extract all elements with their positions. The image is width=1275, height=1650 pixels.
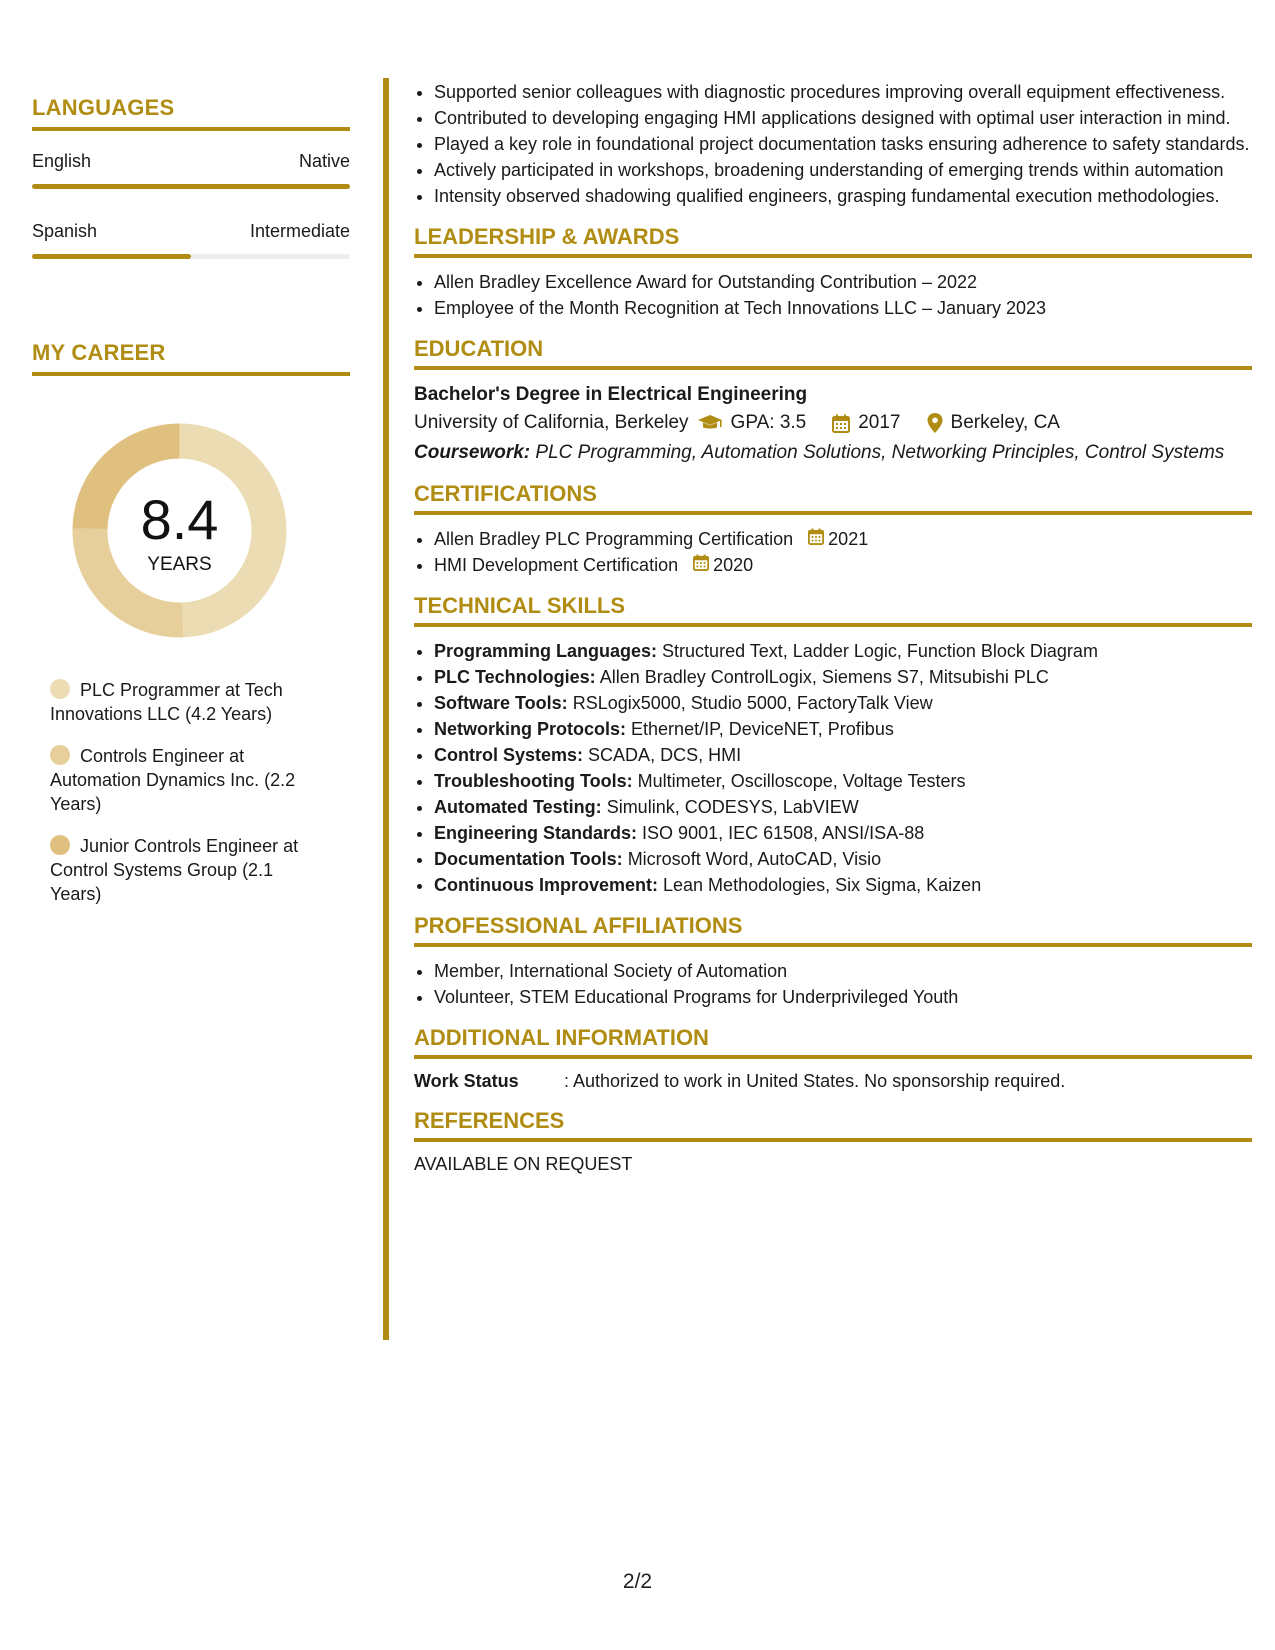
legend-item (50, 678, 325, 726)
list-item (434, 691, 1252, 715)
skill-label: Networking Protocols: (434, 719, 627, 739)
section-title: TECHNICAL SKILLS (414, 593, 1252, 627)
section-title: CERTIFICATIONS (414, 481, 1252, 515)
languages-section (32, 95, 350, 259)
certifications-section (414, 481, 1252, 577)
language-item (32, 221, 350, 259)
education-section (414, 336, 1252, 465)
leadership-section (414, 224, 1252, 320)
legend-dot (50, 835, 70, 855)
list-item: • Supported senior colleagues with diagnostic procedures improving overall equipment effectiveness. (434, 80, 1252, 104)
list-item: • Volunteer, STEM Educational Programs for Underprivileged Youth (434, 985, 1252, 1009)
list-item (434, 639, 1252, 663)
list-item (434, 553, 1252, 577)
section-title: EDUCATION (414, 336, 1252, 370)
skills-section (414, 593, 1252, 897)
skill-label: Automated Testing: (434, 797, 602, 817)
skill-value: Multimeter, Oscilloscope, Voltage Testers (637, 771, 966, 791)
location-pin-icon (927, 413, 943, 433)
skill-value: Simulink, CODESYS, LabVIEW (606, 797, 859, 817)
list-item: • Actively participated in workshops, broadening understanding of emerging trends within automation (434, 158, 1252, 182)
section-title: PROFESSIONAL AFFILIATIONS (414, 913, 1252, 947)
certification-name: HMI Development Certification (434, 555, 679, 575)
skill-value: ISO 9001, IEC 61508, ANSI/ISA-88 (642, 823, 925, 843)
skill-label: PLC Technologies: (434, 667, 596, 687)
affiliations-section (414, 913, 1252, 1009)
list-item: • Played a key role in foundational project documentation tasks ensuring adherence to safety standards. (434, 132, 1252, 156)
graduation-year: 2017 (858, 412, 901, 433)
coursework (414, 440, 1252, 465)
list-item: • Employee of the Month Recognition at Tech Innovations LLC – January 2023 (434, 296, 1252, 320)
skill-value: Structured Text, Ladder Logic, Function Block Diagram (662, 641, 1098, 661)
career-title: MY CAREER (32, 340, 350, 376)
column-divider (383, 78, 389, 1340)
legend-label: PLC Programmer at Tech Innovations LLC (4.2 Years) (50, 680, 283, 724)
skill-label: Programming Languages: (434, 641, 658, 661)
certification-name: Allen Bradley PLC Programming Certification (434, 529, 794, 549)
list-item: • Intensity observed shadowing qualified engineers, grasping fundamental execution methodologies. (434, 184, 1252, 208)
references-text: AVAILABLE ON REQUEST (414, 1154, 633, 1174)
certification-year: 2020 (713, 555, 754, 575)
work-status-row (414, 1071, 1252, 1092)
calendar-icon (693, 553, 709, 577)
legend-label: Junior Controls Engineer at Control Systems Group (2.1 Years) (50, 836, 299, 904)
career-donut-chart (67, 418, 292, 643)
section-title: LEADERSHIP & AWARDS (414, 224, 1252, 258)
legend-item (50, 744, 325, 816)
skill-label: Engineering Standards: (434, 823, 638, 843)
skill-value: SCADA, DCS, HMI (588, 745, 742, 765)
list-item (434, 717, 1252, 741)
location: Berkeley, CA (950, 412, 1060, 433)
skill-value: Lean Methodologies, Six Sigma, Kaizen (663, 875, 982, 895)
calendar-icon (832, 414, 850, 433)
work-status-key: Work Status (414, 1071, 519, 1091)
section-title: ADDITIONAL INFORMATION (414, 1025, 1252, 1059)
skill-label: Control Systems: (434, 745, 584, 765)
legend-label: Controls Engineer at Automation Dynamics Inc. (2.2 Years) (50, 746, 296, 814)
skill-value: Ethernet/IP, DeviceNET, Profibus (631, 719, 894, 739)
skill-value: Microsoft Word, AutoCAD, Visio (627, 849, 882, 869)
skill-value: Allen Bradley ControlLogix, Siemens S7, Mitsubishi PLC (599, 667, 1049, 687)
language-level: Intermediate (249, 221, 350, 241)
additional-section (414, 1025, 1252, 1092)
list-item (434, 795, 1252, 819)
school: University of California, Berkeley (414, 412, 689, 433)
education-meta (414, 408, 1252, 438)
skill-value: RSLogix5000, Studio 5000, FactoryTalk View (572, 693, 933, 713)
gpa: GPA: 3.5 (730, 412, 807, 433)
list-item (434, 847, 1252, 871)
list-item: • Member, International Society of Automation (434, 959, 1252, 983)
list-item: • Allen Bradley Excellence Award for Outstanding Contribution – 2022 (434, 270, 1252, 294)
list-item (434, 743, 1252, 767)
legend-item (50, 834, 325, 906)
list-item (434, 665, 1252, 689)
legend-dot (50, 745, 70, 765)
main-column (414, 80, 1252, 1175)
list-item (434, 821, 1252, 845)
language-name: English (32, 151, 92, 171)
career-section (32, 340, 350, 376)
career-legend (50, 678, 325, 924)
certification-year: 2021 (828, 529, 869, 549)
calendar-icon (808, 527, 824, 551)
coursework-label: Coursework: (414, 442, 531, 463)
work-status-value: : Authorized to work in United States. No sponsorship required. (564, 1071, 1066, 1091)
experience-bullets (414, 80, 1252, 208)
skill-label: Software Tools: (434, 693, 568, 713)
references-section (414, 1108, 1252, 1175)
list-item (434, 769, 1252, 793)
list-item (434, 873, 1252, 897)
skill-label: Continuous Improvement: (434, 875, 658, 895)
legend-dot (50, 679, 70, 699)
language-bar-fill (32, 184, 350, 189)
career-unit: YEARS (147, 554, 212, 575)
graduation-cap-icon (697, 414, 723, 432)
page-number: 2/2 (622, 1570, 653, 1593)
language-bar (32, 184, 350, 189)
career-total: 8.4 (140, 488, 219, 551)
skill-label: Troubleshooting Tools: (434, 771, 633, 791)
section-title: REFERENCES (414, 1108, 1252, 1142)
language-bar-fill (32, 254, 191, 259)
languages-title: LANGUAGES (32, 95, 350, 131)
list-item: • Contributed to developing engaging HMI applications designed with optimal user interaction in mind. (434, 106, 1252, 130)
skill-label: Documentation Tools: (434, 849, 623, 869)
language-level: Native (298, 151, 350, 171)
list-item (434, 527, 1252, 551)
language-bar (32, 254, 350, 259)
coursework-text: PLC Programming, Automation Solutions, Networking Principles, Control Systems (535, 442, 1225, 463)
language-name: Spanish (32, 221, 98, 241)
language-item (32, 151, 350, 189)
degree: Bachelor's Degree in Electrical Engineering (414, 384, 808, 405)
